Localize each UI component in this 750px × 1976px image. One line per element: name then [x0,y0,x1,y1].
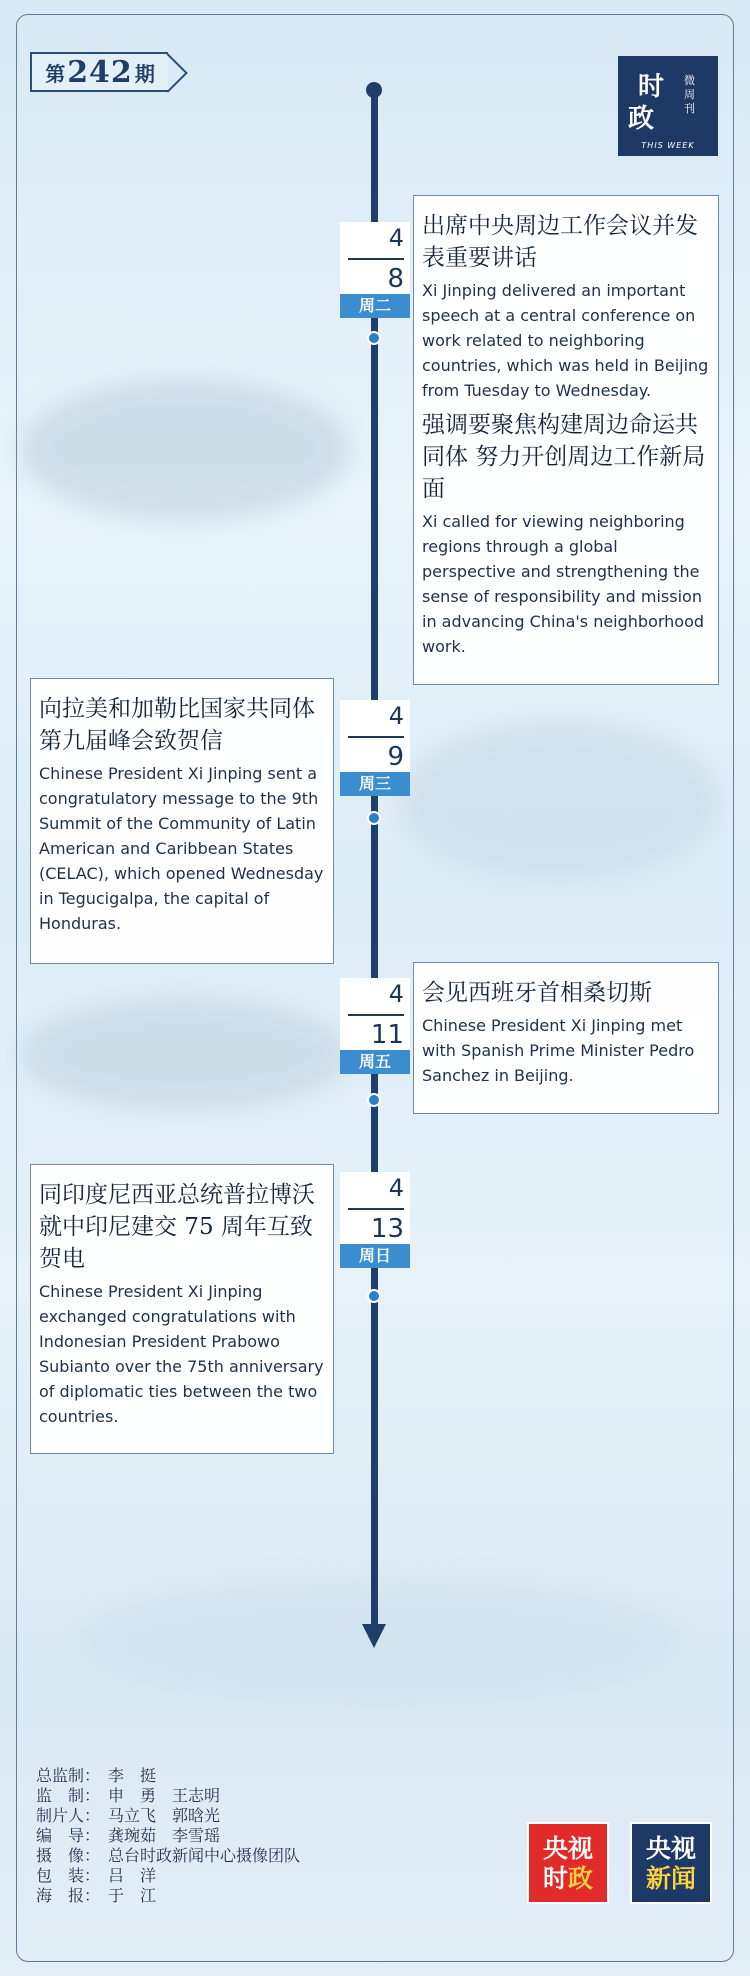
logo-char-1: 时 [638,72,665,102]
background-photo-conference [20,380,350,520]
credit-row [36,1886,300,1906]
logo-char-2: 政 [628,104,655,134]
credit-role: 编 导： [36,1826,101,1845]
timeline-dot [367,1289,381,1303]
event-text: Chinese President Xi Jinping sent a congratulatory message to the 9th Summit of the Community of Latin American and Caribbean States (CELAC), which opened Wednesday in Tegucigalpa, the capital of Honduras. [39,764,324,933]
date-weekday: 周三 [340,772,410,796]
credit-role: 监 制： [36,1786,101,1805]
this-week-logo [618,56,718,156]
date-tag-apr-11 [340,978,410,1074]
credit-row [36,1766,300,1786]
credit-names: 马立飞 郭晗光 [108,1806,221,1825]
timeline-line [371,90,378,1630]
credits-list [36,1766,300,1906]
date-tag-apr-9 [340,700,410,796]
credit-names: 龚琬茹 李雪瑶 [108,1826,221,1845]
date-weekday: 周五 [340,1050,410,1074]
event-card-apr-11 [413,962,719,1114]
credit-row [36,1786,300,1806]
event-text: Chinese President Xi Jinping met with Spanish Prime Minister Pedro Sanchez in Beijing. [422,1016,695,1085]
cctv-politics-logo [527,1822,609,1904]
badge-char: 时 [542,1864,568,1893]
badge-line2: 新闻 [645,1864,696,1893]
timeline-dot [367,1093,381,1107]
event-heading: 出席中央周边工作会议并发表重要讲话 [422,213,698,271]
credit-names: 总台时政新闻中心摄像团队 [108,1846,301,1865]
issue-number-label [30,52,168,92]
credit-names: 李 挺 [108,1766,157,1785]
issue-number: 242 [67,54,133,90]
date-day: 13 [370,1214,404,1244]
credit-role: 总监制： [36,1766,101,1785]
badge-line2 [529,1864,607,1894]
badge-line1: 央视 [542,1834,593,1863]
credit-row [36,1846,300,1866]
event-card-apr-8 [413,195,719,685]
credit-names: 吕 洋 [108,1866,157,1885]
issue-prefix: 第 [45,61,66,86]
date-weekday: 周二 [340,294,410,318]
credit-role: 海 报： [36,1886,101,1905]
event-heading: 强调要聚焦构建周边命运共同体 努力开创周边工作新局面 [422,412,706,502]
credit-row [36,1826,300,1846]
event-heading: 会见西班牙首相桑切斯 [422,980,652,1006]
timeline-arrow-icon [362,1624,386,1648]
credit-names: 申 勇 王志明 [108,1786,221,1805]
cctv-news-logo [630,1822,712,1904]
date-month: 4 [388,224,404,252]
logo-side-text: 微周刊 [684,74,695,115]
timeline-dot [367,811,381,825]
event-text: Xi called for viewing neighboring regions through a global perspective and strengthening the sense of responsibility and mission in advancing China's neighborhood work. [422,512,705,656]
date-day: 11 [370,1020,404,1050]
credit-names: 于 江 [108,1886,157,1905]
issue-suffix: 期 [134,61,155,86]
date-month: 4 [388,980,404,1008]
credit-row [36,1866,300,1886]
logo-english: THIS WEEK [641,141,695,150]
credit-role: 制片人： [36,1806,101,1825]
date-divider [348,736,404,738]
event-card-apr-9 [30,678,334,964]
date-day: 8 [387,264,404,294]
date-divider [348,1208,404,1210]
date-day: 9 [387,742,404,772]
event-heading: 向拉美和加勒比国家共同体第九届峰会致贺信 [39,696,315,754]
event-heading: 同印度尼西亚总统普拉博沃就中印尼建交 75 周年互致贺电 [39,1182,315,1272]
date-month: 4 [388,702,404,730]
date-tag-apr-13 [340,1172,410,1268]
background-photo-building [400,720,720,880]
credit-row [36,1806,300,1826]
credit-role: 包 装： [36,1866,101,1885]
badge-char-highlight: 政 [568,1864,594,1893]
timeline-dot [367,331,381,345]
badge-line1: 央视 [645,1834,696,1863]
date-tag-apr-8 [340,222,410,318]
credit-role: 摄 像： [36,1846,101,1865]
event-card-apr-13 [30,1164,334,1454]
date-month: 4 [388,1174,404,1202]
date-divider [348,258,404,260]
date-weekday: 周日 [340,1244,410,1268]
event-text: Chinese President Xi Jinping exchanged congratulations with Indonesian President Prabowo Subianto over the 75th anniversary of diplomatic ties between the two countries. [39,1282,324,1426]
date-divider [348,1014,404,1016]
event-text: Xi Jinping delivered an important speech at a central conference on work related to neighboring countries, which was held in Beijing from Tuesday to Wednesday. [422,281,709,400]
background-photo-meeting [20,1000,350,1110]
